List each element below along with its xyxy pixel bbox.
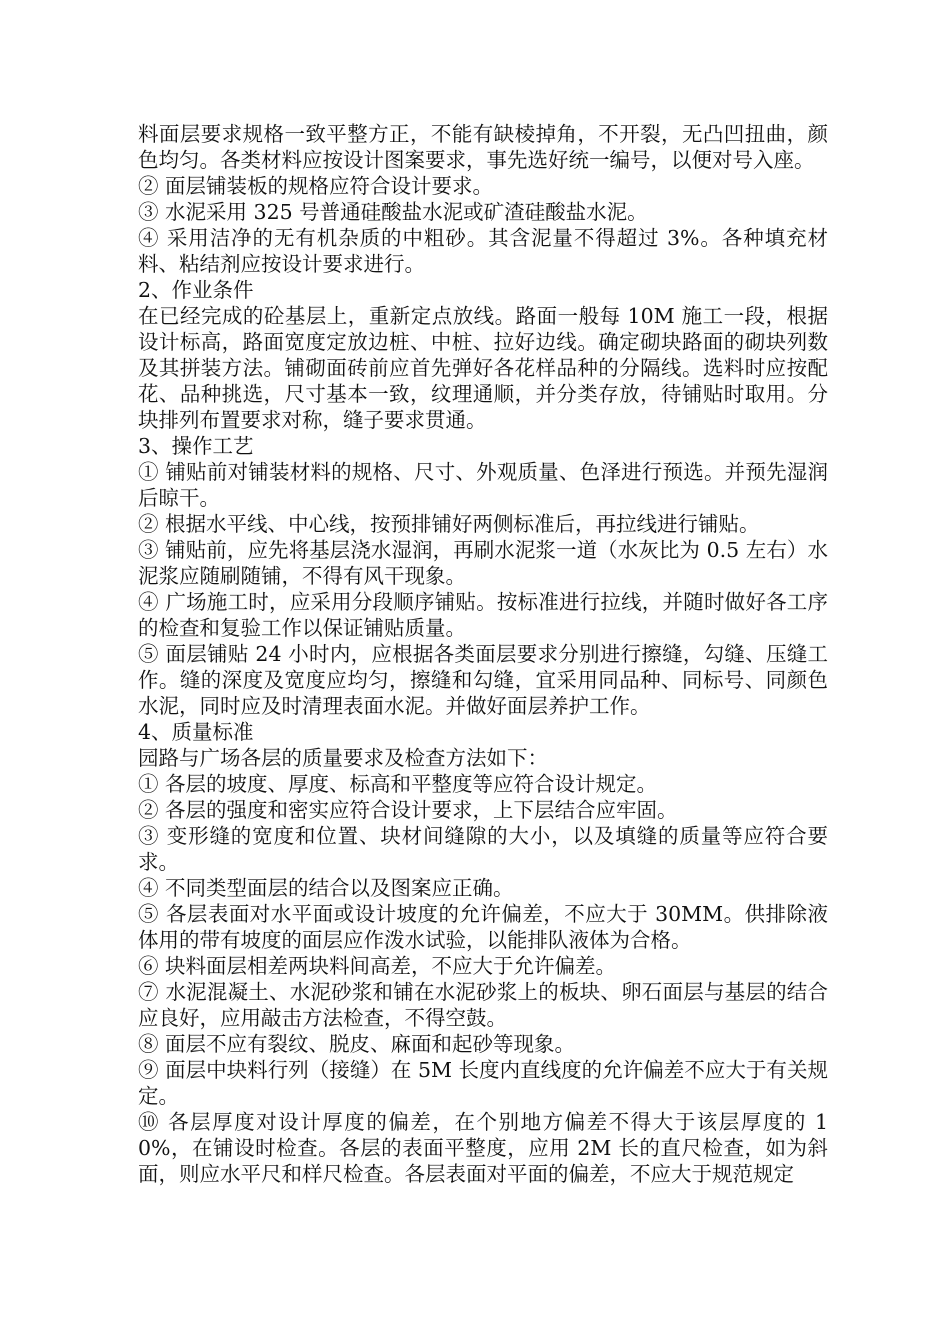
document-page xyxy=(138,121,828,1187)
section-heading-operation-process: 3、操作工艺 xyxy=(138,434,254,458)
paragraph-quality-8: ⑧ 面层不应有裂纹、脱皮、麻面和起砂等现象。 xyxy=(138,1032,576,1056)
paragraph-quality-6: ⑥ 块料面层相差两块料间高差，不应大于允许偏差。 xyxy=(138,954,617,978)
paragraph-item-2-panel-spec: ② 面层铺装板的规格应符合设计要求。 xyxy=(138,174,494,198)
paragraph-process-5: ⑤ 面层铺贴 24 小时内，应根据各类面层要求分别进行擦缝，勾缝、压缝工作。缝的深度及宽度应均匀，擦缝和勾缝，宜采用同品种、同标号、同颜色水泥，同时应及时清理表面水泥。并做好面层养护工作。 xyxy=(138,642,828,718)
paragraph-quality-5: ⑤ 各层表面对水平面或设计坡度的允许偏差，不应大于 30MM。供排除液体用的带有坡度的面层应作泼水试验，以能排队液体为合格。 xyxy=(138,902,828,952)
paragraph-quality-10: ⑩ 各层厚度对设计厚度的偏差，在个别地方偏差不得大于该层厚度的 10%，在铺设时检查。各层的表面平整度，应用 2M 长的直尺检查，如为斜面，则应水平尺和样尺检查。各层表面对平面的偏差，不应大于规范规定 xyxy=(138,1110,828,1186)
paragraph-item-4-sand: ④ 采用洁净的无有机杂质的中粗砂。其含泥量不得超过 3%。各种填充材料、粘结剂应按设计要求进行。 xyxy=(138,226,828,276)
paragraph-quality-1: ① 各层的坡度、厚度、标高和平整度等应符合设计规定。 xyxy=(138,772,658,796)
paragraph-process-3: ③ 铺贴前，应先将基层浇水湿润，再刷水泥浆一道（水灰比为 0.5 左右）水泥浆应随刷随铺，不得有风干现象。 xyxy=(138,538,828,588)
paragraph-process-4: ④ 广场施工时，应采用分段顺序铺贴。按标准进行拉线，并随时做好各工序的检查和复验工作以保证铺贴质量。 xyxy=(138,590,828,640)
paragraph-quality-7: ⑦ 水泥混凝土、水泥砂浆和铺在水泥砂浆上的板块、卵石面层与基层的结合应良好，应用敲击方法检查，不得空鼓。 xyxy=(138,980,828,1030)
paragraph-quality-9: ⑨ 面层中块料行列（接缝）在 5M 长度内直线度的允许偏差不应大于有关规定。 xyxy=(138,1058,828,1108)
paragraph-quality-3: ③ 变形缝的宽度和位置、块材间缝隙的大小，以及填缝的质量等应符合要求。 xyxy=(138,824,828,874)
section-heading-work-conditions: 2、作业条件 xyxy=(138,278,254,302)
paragraph-process-1: ① 铺贴前对铺装材料的规格、尺寸、外观质量、色泽进行预选。并预先湿润后晾干。 xyxy=(138,460,828,510)
paragraph-materials-surface: 料面层要求规格一致平整方正，不能有缺棱掉角，不开裂，无凸凹扭曲，颜色均匀。各类材料应按设计图案要求，事先选好统一编号，以便对号入座。 xyxy=(138,122,828,172)
section-heading-quality-standard: 4、质量标准 xyxy=(138,720,254,744)
paragraph-process-2: ② 根据水平线、中心线，按预排铺好两侧标准后，再拉线进行铺贴。 xyxy=(138,512,760,536)
paragraph-work-conditions: 在已经完成的砼基层上，重新定点放线。路面一般每 10M 施工一段，根据设计标高，路面宽度定放边桩、中桩、拉好边线。确定砌块路面的砌块列数及其拼装方法。铺砌面砖前应首先弹好各花样品种的分隔线。选料时应按配花、品种挑选，尺寸基本一致，纹理通顺，并分类存放，待铺贴时取用。分块排列布置要求对称，缝子要求贯通。 xyxy=(138,304,828,432)
paragraph-quality-4: ④ 不同类型面层的结合以及图案应正确。 xyxy=(138,876,514,900)
paragraph-item-3-cement: ③ 水泥采用 325 号普通硅酸盐水泥或矿渣硅酸盐水泥。 xyxy=(138,200,648,224)
paragraph-quality-2: ② 各层的强度和密实应符合设计要求，上下层结合应牢固。 xyxy=(138,798,678,822)
paragraph-quality-intro: 园路与广场各层的质量要求及检查方法如下： xyxy=(138,746,548,770)
